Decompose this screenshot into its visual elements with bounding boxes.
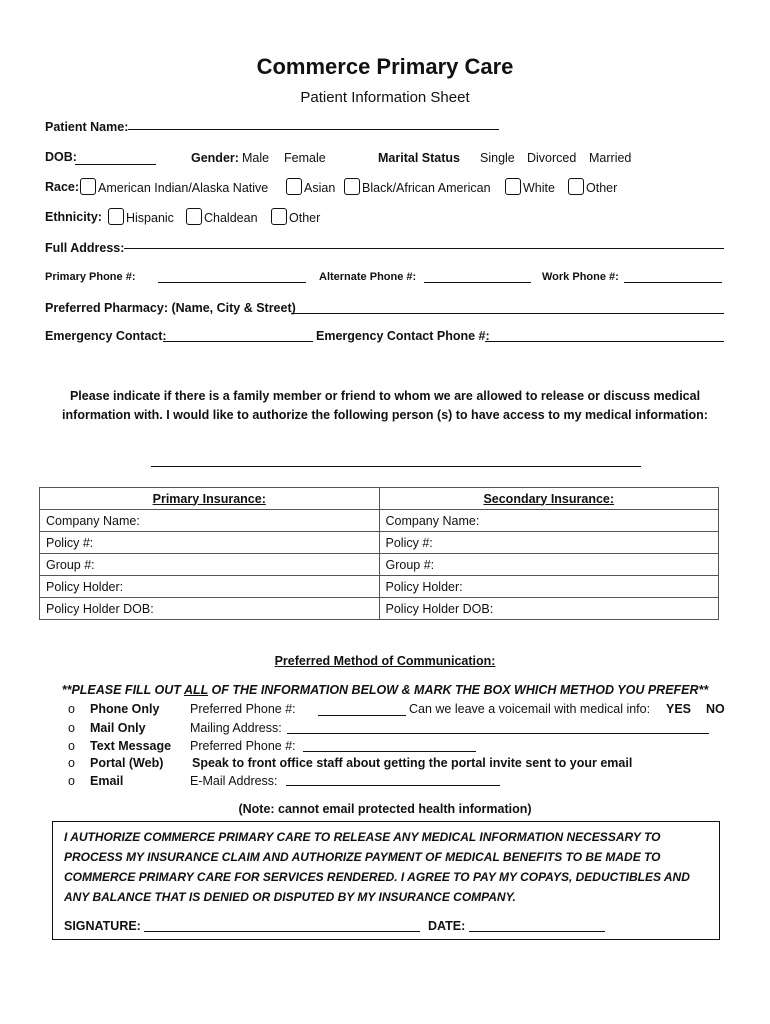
email-note: (Note: cannot email protected health information) xyxy=(238,802,532,816)
method-portal[interactable] xyxy=(68,756,75,770)
table-row xyxy=(40,488,719,510)
text-phone-field[interactable] xyxy=(303,751,476,752)
gender-option-male[interactable]: Male xyxy=(242,151,270,165)
address-label: Full Address: xyxy=(45,241,125,255)
method-label: Portal (Web) xyxy=(90,756,164,770)
checkbox-icon[interactable] xyxy=(568,178,584,195)
secondary-insurance-header: Secondary Insurance: xyxy=(379,488,719,510)
voicemail-question: Can we leave a voicemail with medical info: xyxy=(409,702,651,716)
bullet-circle-icon[interactable]: o xyxy=(68,721,75,735)
signature-field[interactable] xyxy=(144,931,420,932)
dob-field[interactable] xyxy=(75,164,156,165)
race-option-black[interactable]: Black/African American xyxy=(344,178,491,195)
checkbox-icon[interactable] xyxy=(344,178,360,195)
pharmacy-field[interactable] xyxy=(291,313,724,314)
method-label: Text Message xyxy=(90,739,172,753)
bullet-circle-icon[interactable]: o xyxy=(68,756,75,770)
secondary-group-cell[interactable]: Group #: xyxy=(379,554,719,576)
address-field[interactable] xyxy=(124,248,724,249)
race-option-other[interactable]: Other xyxy=(568,178,617,195)
date-field[interactable] xyxy=(469,931,605,932)
signature-label: SIGNATURE: xyxy=(64,919,141,933)
primary-policy-holder-dob-cell[interactable]: Policy Holder DOB: xyxy=(40,598,380,620)
race-option-white[interactable]: White xyxy=(505,178,555,195)
communication-heading: Preferred Method of Communication: xyxy=(274,654,496,668)
secondary-policy-holder-cell[interactable]: Policy Holder: xyxy=(379,576,719,598)
checkbox-icon[interactable] xyxy=(286,178,302,195)
emergency-contact-field[interactable] xyxy=(163,341,313,342)
ethnicity-option-other[interactable]: Other xyxy=(271,208,320,225)
ethnicity-option-hispanic[interactable]: Hispanic xyxy=(108,208,174,225)
emergency-contact-label: Emergency Contact: xyxy=(45,329,167,343)
gender-label: Gender: xyxy=(191,151,239,165)
primary-company-name-cell[interactable]: Company Name: xyxy=(40,510,380,532)
method-label: Email xyxy=(90,774,124,788)
form-title: Commerce Primary Care xyxy=(256,54,514,79)
method-label: Mail Only xyxy=(90,721,146,735)
secondary-policy-cell[interactable]: Policy #: xyxy=(379,532,719,554)
preferred-phone-field[interactable] xyxy=(318,715,406,716)
work-phone-label: Work Phone #: xyxy=(542,271,619,283)
checkbox-icon[interactable] xyxy=(186,208,202,225)
bullet-circle-icon[interactable]: o xyxy=(68,739,75,753)
emergency-phone-field[interactable] xyxy=(485,341,724,342)
checkbox-icon[interactable] xyxy=(271,208,287,225)
release-text-line1: Please indicate if there is a family member or friend to whom we are allowed to release or discuss medical xyxy=(69,389,701,403)
alternate-phone-label: Alternate Phone #: xyxy=(319,271,417,283)
pharmacy-label: Preferred Pharmacy: (Name, City & Street) xyxy=(45,301,296,315)
method-mail-only[interactable] xyxy=(68,721,75,735)
table-row xyxy=(40,554,719,576)
authorized-person-field[interactable] xyxy=(151,466,641,467)
race-option-american-indian[interactable]: American Indian/Alaska Native xyxy=(80,178,268,195)
patient-name-field[interactable] xyxy=(128,129,499,130)
voicemail-yes-option[interactable]: YES xyxy=(666,702,692,716)
voicemail-no-option[interactable]: NO xyxy=(706,702,725,716)
dob-label: DOB: xyxy=(45,150,77,164)
race-label: Race: xyxy=(45,180,80,194)
alternate-phone-field[interactable] xyxy=(424,282,531,283)
work-phone-field[interactable] xyxy=(624,282,722,283)
mailing-address-field[interactable] xyxy=(287,733,709,734)
method-field-label: Preferred Phone #: xyxy=(190,739,296,753)
authorization-box xyxy=(52,821,720,940)
marital-option-single[interactable]: Single xyxy=(480,151,515,165)
method-text-message[interactable] xyxy=(68,739,75,753)
table-row xyxy=(40,532,719,554)
bullet-circle-icon[interactable]: o xyxy=(68,702,75,716)
primary-phone-label: Primary Phone #: xyxy=(45,271,136,283)
communication-instruction: **PLEASE FILL OUT ALL OF THE INFORMATION BELOW & MARK THE BOX WHICH METHOD YOU PREFER** xyxy=(61,683,709,697)
ethnicity-label: Ethnicity: xyxy=(45,210,102,224)
checkbox-icon[interactable] xyxy=(108,208,124,225)
method-field-label: E-Mail Address: xyxy=(190,774,278,788)
marital-option-married[interactable]: Married xyxy=(589,151,632,165)
release-text-line2: information with. I would like to authorize the following person (s) to have access to my medical information: xyxy=(62,408,708,422)
emergency-phone-label: Emergency Contact Phone #: xyxy=(316,329,490,343)
form-subtitle: Patient Information Sheet xyxy=(300,89,470,106)
method-phone-only[interactable] xyxy=(68,702,75,716)
checkbox-icon[interactable] xyxy=(505,178,521,195)
secondary-company-name-cell[interactable]: Company Name: xyxy=(379,510,719,532)
table-row xyxy=(40,576,719,598)
date-label: DATE: xyxy=(428,919,466,933)
bullet-circle-icon[interactable]: o xyxy=(68,774,75,788)
ethnicity-option-chaldean[interactable]: Chaldean xyxy=(186,208,258,225)
authorization-text: I AUTHORIZE COMMERCE PRIMARY CARE TO RELEASE ANY MEDICAL INFORMATION NECESSARY TO PROCESS MY INSURANCE CLAIM AND AUTHORIZE PAYMENT OF MEDICAL BENEFITS TO BE MADE TO COMMERCE PRIMARY CARE FOR SERVICES RENDERED. I AGREE TO PAY MY COPAYS, DEDUCTIBLES AND ANY BALANCE THAT IS DENIED OR DISPUTED BY MY INSURANCE COMPANY. xyxy=(64,830,690,904)
marital-option-divorced[interactable]: Divorced xyxy=(527,151,577,165)
method-email[interactable] xyxy=(68,774,75,788)
primary-phone-field[interactable] xyxy=(158,282,306,283)
patient-name-label: Patient Name: xyxy=(45,120,129,134)
race-option-asian[interactable]: Asian xyxy=(286,178,335,195)
primary-policy-holder-cell[interactable]: Policy Holder: xyxy=(40,576,380,598)
marital-status-label: Marital Status xyxy=(378,151,460,165)
gender-option-female[interactable]: Female xyxy=(284,151,326,165)
table-row xyxy=(40,598,719,620)
primary-insurance-header: Primary Insurance: xyxy=(40,488,380,510)
secondary-policy-holder-dob-cell[interactable]: Policy Holder DOB: xyxy=(379,598,719,620)
method-field-label: Preferred Phone #: xyxy=(190,702,296,716)
checkbox-icon[interactable] xyxy=(80,178,96,195)
portal-instructions: Speak to front office staff about getting the portal invite sent to your email xyxy=(192,756,633,770)
primary-policy-cell[interactable]: Policy #: xyxy=(40,532,380,554)
method-field-label: Mailing Address: xyxy=(190,721,282,735)
email-address-field[interactable] xyxy=(286,785,500,786)
insurance-table xyxy=(39,487,719,620)
primary-group-cell[interactable]: Group #: xyxy=(40,554,380,576)
table-row xyxy=(40,510,719,532)
method-label: Phone Only xyxy=(90,702,160,716)
